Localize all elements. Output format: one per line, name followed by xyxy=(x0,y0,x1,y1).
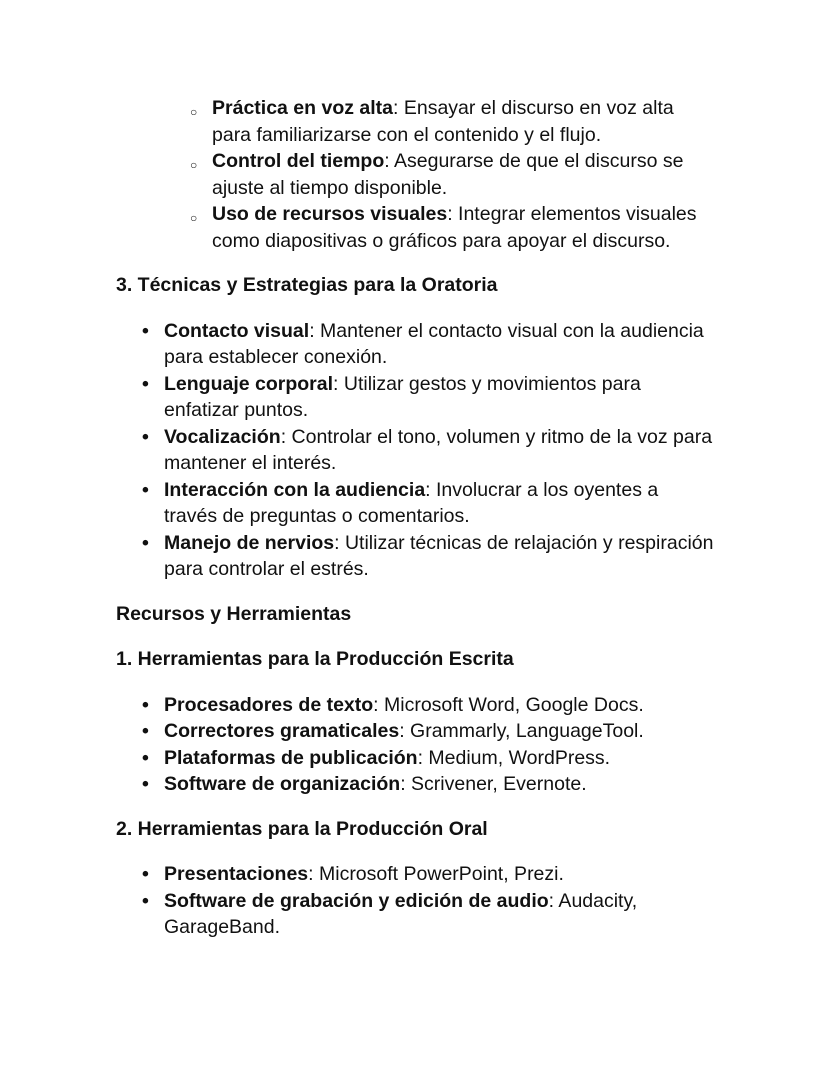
item-desc: : Asegurarse de que el discurso se ajuste al tiempo disponible. xyxy=(212,150,684,199)
list-item xyxy=(142,371,716,424)
item-term: Software de organización xyxy=(164,773,401,795)
circle-bullet-icon: ○ xyxy=(190,211,198,225)
list-item xyxy=(142,771,716,798)
item-term: Software de grabación y edición de audio xyxy=(164,889,549,912)
bullet-icon: • xyxy=(142,478,149,501)
list-item xyxy=(190,148,716,201)
item-term: Manejo de nervios xyxy=(164,531,335,554)
item-term: Uso de recursos visuales xyxy=(212,203,448,225)
bullet-icon: • xyxy=(142,889,149,912)
list-item xyxy=(142,888,716,941)
item-term: Presentaciones xyxy=(164,863,309,885)
item-desc: : Utilizar gestos y movimientos para enfatizar puntos. xyxy=(164,372,641,421)
item-term: Contacto visual xyxy=(164,319,310,342)
item-desc: : Mantener el contacto visual con la audiencia para establecer conexión. xyxy=(164,319,704,368)
list-item xyxy=(142,477,716,530)
item-term: Plataformas de publicación xyxy=(164,746,418,769)
item-desc: : Scrivener, Evernote. xyxy=(400,773,587,795)
item-desc: : Microsoft Word, Google Docs. xyxy=(373,693,644,716)
item-term: Control del tiempo xyxy=(212,150,385,172)
list-item xyxy=(190,95,716,148)
bullet-icon: • xyxy=(142,372,149,395)
list-item xyxy=(142,718,716,745)
item-term: Práctica en voz alta xyxy=(212,97,394,119)
list-item xyxy=(142,424,716,477)
item-term: Interacción con la audiencia xyxy=(164,478,426,501)
item-desc: : Grammarly, LanguageTool. xyxy=(399,720,644,742)
item-desc: : Medium, WordPress. xyxy=(417,746,611,769)
list-item xyxy=(142,530,716,583)
item-desc: : Audacity, GarageBand. xyxy=(164,889,638,938)
circle-bullet-icon: ○ xyxy=(190,105,198,119)
bullet-icon: • xyxy=(142,693,149,716)
item-term: Lenguaje corporal xyxy=(164,372,334,395)
item-desc: : Microsoft PowerPoint, Prezi. xyxy=(308,863,564,885)
circle-bullet-icon: ○ xyxy=(190,158,198,172)
item-desc: : Integrar elementos visuales como diapositivas o gráficos para apoyar el discurso. xyxy=(212,203,697,252)
list-item xyxy=(142,745,716,772)
bullet-icon: • xyxy=(142,531,149,554)
bullet-icon: • xyxy=(142,863,149,885)
item-desc: : Involucrar a los oyentes a través de preguntas o comentarios. xyxy=(164,478,659,527)
section-heading: 1. Herramientas para la Producción Escrita xyxy=(116,648,514,670)
item-term: Correctores gramaticales xyxy=(164,720,400,742)
list-item xyxy=(142,318,716,371)
section-heading: 3. Técnicas y Estrategias para la Oratoria xyxy=(116,274,498,296)
list-item xyxy=(142,692,716,719)
bullet-icon: • xyxy=(142,720,149,742)
list-item xyxy=(190,201,716,254)
item-desc: : Ensayar el discurso en voz alta para familiarizarse con el contenido y el flujo. xyxy=(212,97,674,146)
bullet-icon: • xyxy=(142,773,149,795)
item-term: Vocalización xyxy=(164,425,281,448)
rehearsal-sublist xyxy=(190,95,716,254)
item-term: Procesadores de texto xyxy=(164,693,374,716)
bullet-icon: • xyxy=(142,746,149,769)
item-desc: : Utilizar técnicas de relajación y respiración para controlar el estrés. xyxy=(164,531,714,580)
oral-tools-list xyxy=(142,861,716,941)
item-desc: : Controlar el tono, volumen y ritmo de la voz para mantener el interés. xyxy=(164,425,713,474)
document-page xyxy=(116,95,716,941)
bullet-icon: • xyxy=(142,425,149,448)
techniques-list xyxy=(142,318,716,583)
bullet-icon: • xyxy=(142,319,149,342)
list-item xyxy=(142,861,716,888)
written-tools-list xyxy=(142,692,716,798)
resources-heading: Recursos y Herramientas xyxy=(116,602,352,625)
section-heading: 2. Herramientas para la Producción Oral xyxy=(116,817,488,840)
